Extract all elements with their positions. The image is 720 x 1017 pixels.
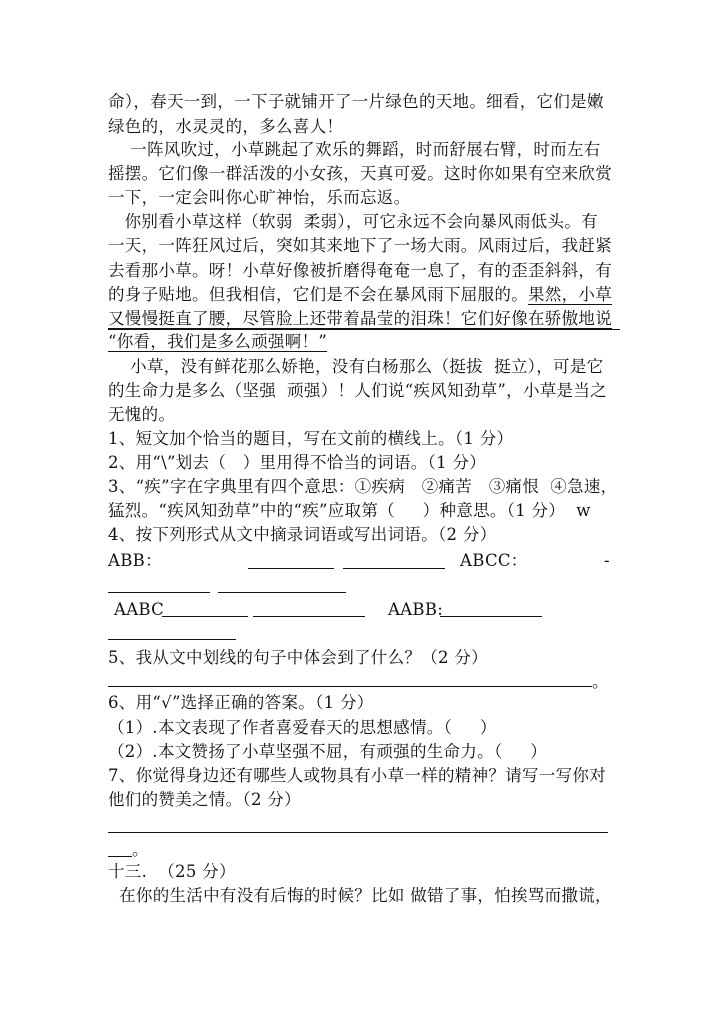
underline-rule xyxy=(108,329,620,330)
closing-line-1: 小草，没有鲜花那么娇艳，没有白杨那么（挺拔 挺立），可是它 xyxy=(108,357,604,376)
passage-line-2: 绿色的，水灵灵的，多么喜人！ xyxy=(108,117,344,136)
section-13-prompt: 在你的生活中有没有后悔的时候？比如 做错了事，怕挨骂而撒谎， xyxy=(108,886,612,905)
abb-blank-1[interactable] xyxy=(248,568,334,569)
question-2: 2、用“\”划去（ ）里用得不恰当的词语。（1 分） xyxy=(108,453,487,472)
question-4: 4、按下列形式从文中摘录词语或写出词语。（2 分） xyxy=(108,525,497,544)
question-6: 6、用“√”选择正确的答案。（1 分） xyxy=(108,693,374,712)
aabb-label: AABB: xyxy=(388,600,444,619)
abb-blank-2[interactable] xyxy=(343,568,445,569)
question-3-line-2: 猛烈。“疾风知劲草”中的“疾”应取第（ ）种意思。（1 分） w xyxy=(108,501,591,520)
closing-line-2: 的生命力是多么（坚强 顽强）！人们说“疾风知劲草”，小草是当之 xyxy=(108,381,607,400)
underlined-sentence-line-1: 又慢慢挺直了腰，尽管脸上还带着晶莹的泪珠！它们好像在骄傲地说 xyxy=(108,309,612,328)
passage-line-8: 去看那小草。呀！小草好像被折磨得奄奄一息了，有的歪歪斜斜，有 xyxy=(108,261,612,280)
question-7-line-1: 7、你觉得身边还有哪些人或物具有小草一样的精神？请写一写你对 xyxy=(108,766,606,785)
question-5: 5、我从文中划线的句子中体会到了什么？（2 分） xyxy=(108,648,488,667)
abcc-label: ABCC： xyxy=(460,551,528,570)
aabb-blank-1[interactable] xyxy=(440,616,542,617)
q7-answer-line-1[interactable] xyxy=(108,832,608,833)
q5-answer-line[interactable] xyxy=(108,686,592,687)
passage-line-9 xyxy=(108,285,612,305)
question-7-line-2: 他们的赞美之情。（2 分） xyxy=(108,790,301,809)
passage-line-7: 一天，一阵狂风过后，突如其来地下了一场大雨。风雨过后，我赶紧 xyxy=(108,236,612,255)
passage-line-9-text: 的身子贴地。但我相信，它们是不会在暴风雨下屈服的。 xyxy=(108,285,528,304)
aabc-blank-1[interactable] xyxy=(162,616,248,617)
q7-end-mark: 。 xyxy=(132,840,149,859)
q7-answer-line-2[interactable] xyxy=(108,856,132,857)
question-6-item-1: （1）.本文表现了作者喜爱春天的思想感情。（ ） xyxy=(108,718,497,737)
passage-line-3: 一阵风吹过，小草跳起了欢乐的舞蹈，时而舒展右臂，时而左右 xyxy=(108,140,601,159)
aabc-label: AABC xyxy=(114,600,165,619)
passage-line-5: 一下，一定会叫你心旷神怡，乐而忘返。 xyxy=(108,188,411,207)
question-1: 1、短文加个恰当的题目，写在文前的横线上。（1 分） xyxy=(108,429,514,448)
q5-end-mark: 。 xyxy=(592,672,609,691)
abb-label: ABB： xyxy=(108,551,162,570)
abcc-blank-1[interactable] xyxy=(108,592,210,593)
question-3-line-1: 3、“疾”字在字典里有四个意思：①疾病 ②痛苦 ③痛恨 ④急速， xyxy=(108,477,618,496)
section-13-title: 十三. （25 分） xyxy=(108,862,236,881)
abcc-dash: - xyxy=(604,551,610,570)
underlined-sentence-start: 果然，小草 xyxy=(528,285,612,304)
question-6-item-2: （2）.本文赞扬了小草坚强不屈，有顽强的生命力。（ ） xyxy=(108,742,548,761)
passage-line-1: 命），春天一到，一下子就铺开了一片绿色的天地。细看，它们是嫩 xyxy=(108,92,604,111)
aabc-blank-2[interactable] xyxy=(253,616,365,617)
passage-line-6: 你别看小草这样（软弱 柔弱），可它永远不会向暴风雨低头。有 xyxy=(108,212,598,231)
underlined-sentence-line-2: “你看，我们是多么顽强啊！” xyxy=(108,332,328,351)
closing-line-3: 无愧的。 xyxy=(108,405,176,424)
aabb-blank-2[interactable] xyxy=(108,639,236,640)
passage-line-4: 摇摆。它们像一群活泼的小女孩，天真可爱。这时你如果有空来欣赏 xyxy=(108,164,612,183)
abcc-blank-2[interactable] xyxy=(218,592,346,593)
